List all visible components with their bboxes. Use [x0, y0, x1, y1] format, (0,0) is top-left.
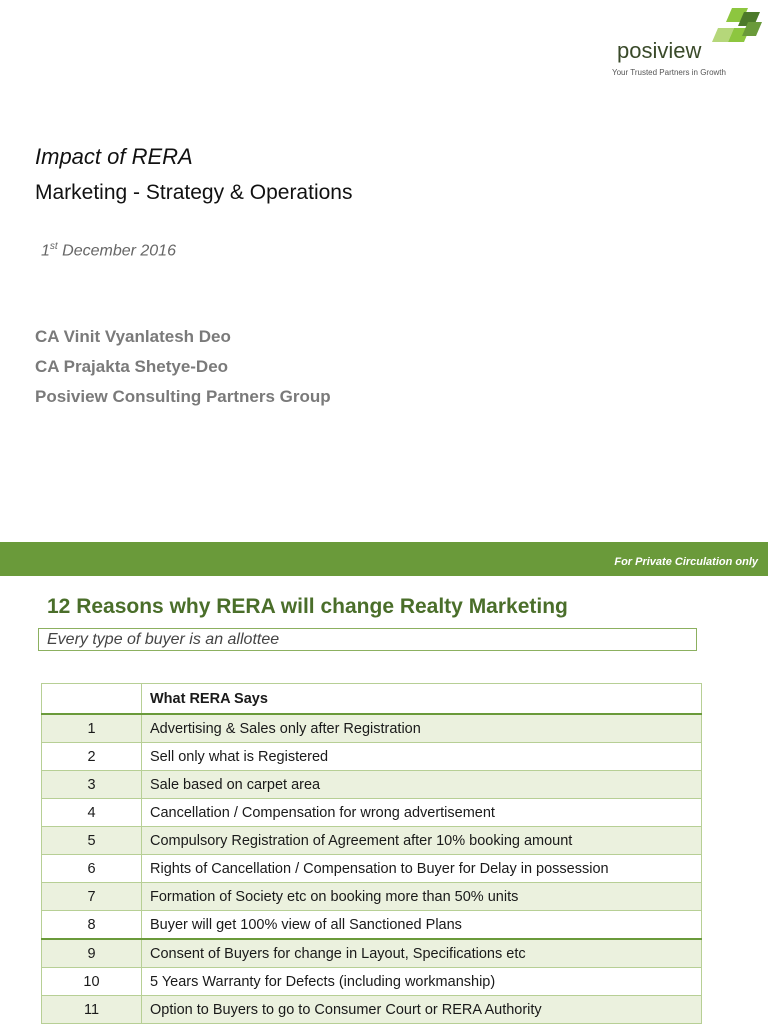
row-number: 11: [42, 996, 142, 1024]
table-row: [42, 855, 702, 883]
logo-wordmark: posiview: [617, 38, 702, 63]
rera-reasons-table: [41, 683, 702, 1024]
table-row: [42, 968, 702, 996]
table-header-what-rera-says: What RERA Says: [142, 684, 702, 715]
slide-subtitle-box: Every type of buyer is an allottee: [38, 628, 697, 651]
row-text: Cancellation / Compensation for wrong advertisement: [142, 799, 702, 827]
presentation-title: Impact of RERA: [35, 144, 193, 169]
row-number: 5: [42, 827, 142, 855]
row-number: 1: [42, 714, 142, 743]
author-organization: Posiview Consulting Partners Group: [35, 387, 331, 406]
table-row: [42, 714, 702, 743]
date-rest: December 2016: [57, 242, 176, 260]
row-number: 4: [42, 799, 142, 827]
date-day: 1: [41, 242, 50, 260]
presentation-subtitle: Marketing - Strategy & Operations: [35, 181, 353, 204]
row-text: Advertising & Sales only after Registration: [142, 714, 702, 743]
row-number: 8: [42, 911, 142, 940]
footer-circulation-note: For Private Circulation only: [614, 556, 758, 568]
author-2: CA Prajakta Shetye-Deo: [35, 357, 229, 376]
row-number: 3: [42, 771, 142, 799]
presentation-date: [41, 241, 176, 260]
row-text: Compulsory Registration of Agreement after 10% booking amount: [142, 827, 702, 855]
footer-bar: [0, 542, 768, 576]
row-text: Sale based on carpet area: [142, 771, 702, 799]
date-suffix: st: [49, 241, 58, 252]
table-row: [42, 939, 702, 968]
author-list: [35, 325, 331, 415]
table-row: [42, 743, 702, 771]
row-number: 6: [42, 855, 142, 883]
row-text: Buyer will get 100% view of all Sanctioned Plans: [142, 911, 702, 940]
row-text: Sell only what is Registered: [142, 743, 702, 771]
table-row: [42, 827, 702, 855]
table-row: [42, 771, 702, 799]
posiview-logo: [598, 8, 763, 80]
table-header-row: [42, 684, 702, 715]
table-row: [42, 799, 702, 827]
table-row: [42, 996, 702, 1024]
table-row: [42, 883, 702, 911]
author-1: CA Vinit Vyanlatesh Deo: [35, 327, 231, 346]
reasons-slide: [0, 576, 768, 1024]
table-row: [42, 911, 702, 940]
logo-tagline: Your Trusted Partners in Growth: [612, 68, 726, 77]
row-text: Formation of Society etc on booking more than 50% units: [142, 883, 702, 911]
row-number: 7: [42, 883, 142, 911]
row-number: 2: [42, 743, 142, 771]
row-text: Rights of Cancellation / Compensation to Buyer for Delay in possession: [142, 855, 702, 883]
table-header-number: [42, 684, 142, 715]
row-text: 5 Years Warranty for Defects (including workmanship): [142, 968, 702, 996]
slide-title: 12 Reasons why RERA will change Realty Marketing: [47, 595, 568, 618]
row-number: 10: [42, 968, 142, 996]
row-number: 9: [42, 939, 142, 968]
row-text: Option to Buyers to go to Consumer Court or RERA Authority: [142, 996, 702, 1024]
row-text: Consent of Buyers for change in Layout, Specifications etc: [142, 939, 702, 968]
